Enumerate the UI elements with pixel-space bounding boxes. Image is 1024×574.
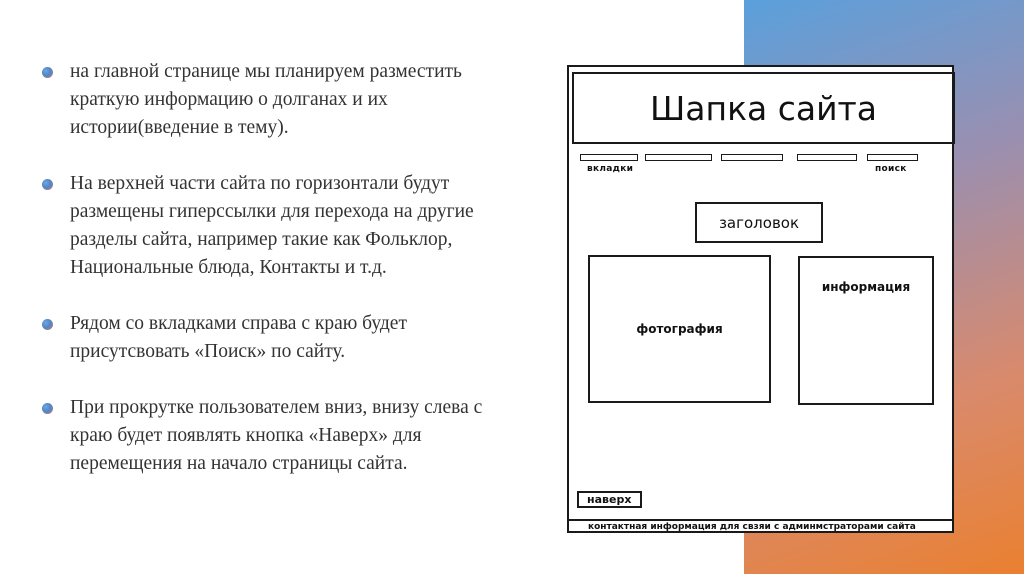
wireframe-tabs-label: вкладки bbox=[587, 164, 634, 174]
bullet-dot-icon bbox=[42, 319, 53, 330]
bullet-item bbox=[42, 170, 512, 282]
bullet-dot-icon bbox=[42, 67, 53, 78]
wireframe-heading-box: заголовок bbox=[695, 202, 823, 243]
wireframe-footer-divider bbox=[569, 519, 952, 521]
bullet-text: При прокрутке пользователем вниз, внизу слева с краю будет появлять кнопка «Наверх» для перемещения на начало страницы сайта. bbox=[70, 397, 483, 474]
bullet-text: Рядом со вкладками справа с краю будет присутсвовать «Поиск» по сайту. bbox=[70, 313, 407, 362]
wireframe-up-button: наверх bbox=[577, 491, 642, 508]
wireframe-tab-placeholder bbox=[797, 154, 857, 161]
bullet-item bbox=[42, 58, 512, 142]
bullet-dot-icon bbox=[42, 403, 53, 414]
wireframe-info-box: информация bbox=[798, 256, 934, 405]
wireframe-footer-text: контактная информация для свзяи с админмстраторами сайта bbox=[588, 522, 916, 532]
wireframe-search-label: поиск bbox=[875, 164, 907, 174]
wireframe-tab-placeholder bbox=[580, 154, 638, 161]
bullet-item bbox=[42, 310, 512, 366]
bullet-text: На верхней части сайта по горизонтали будут размещены гиперссылки для перехода на другие разделы сайта, например такие как Фольклор, Национальные блюда, Контакты и т.д. bbox=[70, 173, 474, 278]
wireframe-search-placeholder bbox=[867, 154, 918, 161]
bullet-list bbox=[42, 58, 512, 478]
wireframe-tab-placeholder bbox=[721, 154, 783, 161]
bullet-item bbox=[42, 394, 512, 478]
bullet-text: на главной странице мы планируем разместить краткую информацию о долганах и их истории(введение в тему). bbox=[70, 61, 462, 138]
wireframe-header: Шапка сайта bbox=[572, 72, 955, 144]
website-wireframe bbox=[567, 65, 954, 533]
wireframe-photo-box: фотография bbox=[588, 255, 771, 403]
bullet-dot-icon bbox=[42, 179, 53, 190]
wireframe-tab-placeholder bbox=[645, 154, 712, 161]
